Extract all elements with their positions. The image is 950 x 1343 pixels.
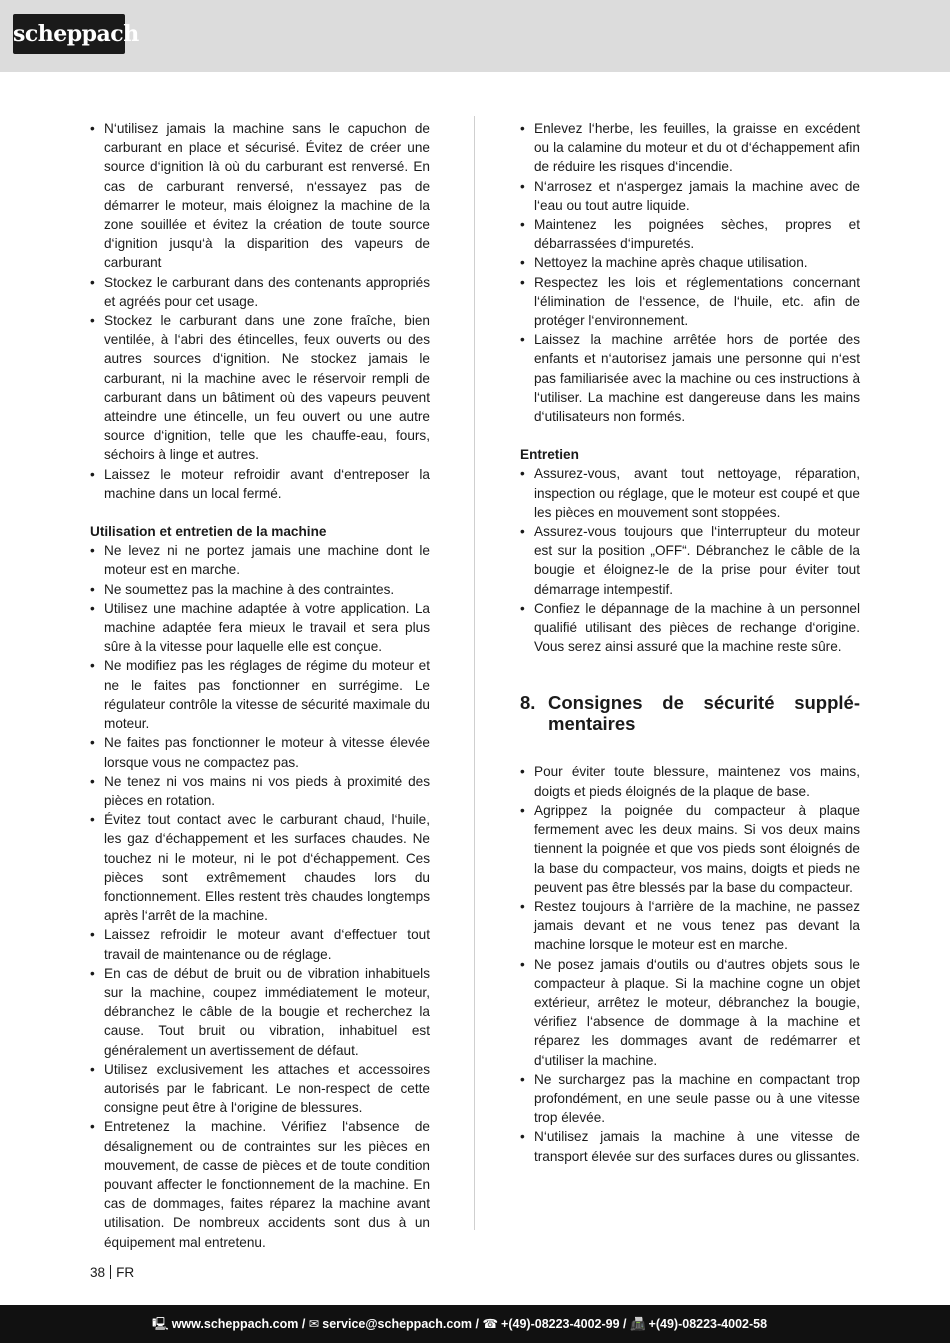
list-item: • Agrippez la poignée du compacteur à plaque fermement avec les deux mains. Si vos deux mains tiennent la poignée et que vos pieds sont éloignés de la base du compacteur, vos mains, doigts et pieds ne peuvent pas être blessés par la base du compacteur. [520, 801, 860, 897]
list-item: • Évitez tout contact avec le carburant chaud, l‘huile, les gaz d‘échappement et les surfaces chaudes. Ne touchez ni le moteur, ni le pot d‘échappement. Ces pièces sont extrêmement chaudes lors du fonctionnement. Elles restent très chaudes longtemps après l‘arrêt de la machine. [90, 810, 430, 925]
list-item: • Laissez le moteur refroidir avant d‘entreposer la machine dans un local fermé. [90, 465, 430, 503]
list-item: • Stockez le carburant dans des contenants appropriés et agréés pour cet usage. [90, 273, 430, 311]
list-item: • Utilisez une machine adaptée à votre application. La machine adaptée fera mieux le travail et sera plus sûre à la vitesse pour laquelle elle est conçue. [90, 599, 430, 657]
section-title-line2: mentaires [548, 713, 636, 735]
section-number: 8. [520, 692, 536, 714]
footer-fax: +(49)-08223-4002-58 [648, 1317, 768, 1331]
right-column [520, 119, 860, 1166]
list-item: • Maintenez les poignées sèches, propres et débarrassées d‘impuretés. [520, 215, 860, 253]
list-item: • Assurez-vous toujours que l‘interrupteur du moteur est sur la position „OFF“. Débranchez le câble de la bougie et éloignez-le de la prise pour éviter tout démarrage intempestif. [520, 522, 860, 599]
page-separator [110, 1265, 111, 1279]
footer-web[interactable]: www.scheppach.com / [171, 1317, 306, 1331]
maintenance-heading: Entretien [520, 447, 579, 463]
footer-contact [152, 1305, 767, 1343]
list-item: • Ne faites pas fonctionner le moteur à vitesse élevée lorsque vous ne compactez pas. [90, 733, 430, 771]
page-number-area [90, 1264, 134, 1282]
list-item: • N‘utilisez jamais la machine sans le capuchon de carburant en place et sécurisé. Évitez de créer une source d‘ignition là où du carburant est renversé. En cas de carburant renversé, n‘essayez pas de démarrer le moteur, mais éloignez la machine de la zone souillée et évitez la création de toute source d‘ignition jusqu‘à la disparition des vapeurs de carburant [90, 119, 430, 273]
column-divider [474, 116, 475, 1230]
fuel-safety-list [90, 119, 430, 503]
list-item: • Ne soumettez pas la machine à des contraintes. [90, 580, 430, 599]
computer-icon: 🖳 [152, 1317, 169, 1331]
list-item: • Respectez les lois et réglementations concernant l‘élimination de l‘essence, de l‘huile, etc. afin de protéger l‘environnement. [520, 273, 860, 331]
list-item: • Enlevez l‘herbe, les feuilles, la graisse en excédent ou la calamine du moteur et du ot d‘échappement afin de réduire les risques d‘incendie. [520, 119, 860, 177]
list-item: • N‘arrosez et n‘aspergez jamais la machine avec de l‘eau ou tout autre liquide. [520, 177, 860, 215]
additional-safety-list [520, 762, 860, 1165]
left-column [90, 119, 430, 1252]
list-item: • Laissez la machine arrêtée hors de portée des enfants et n‘autorisez jamais une personne qui n‘est pas familiarisée avec la machine ou ces instructions à l‘utiliser. La machine est dangereuse dans les mains d‘utilisateurs non formés. [520, 330, 860, 426]
list-item: • Ne modifiez pas les réglages de régime du moteur et ne le faites pas fonctionner en surrégime. Le régulateur contrôle la vitesse de sécurité maximale du moteur. [90, 656, 430, 733]
care-list [520, 119, 860, 426]
list-item: • Restez toujours à l‘arrière de la machine, ne passez jamais devant et ne vous tenez pas devant la machine lorsque le moteur est en marche. [520, 897, 860, 955]
list-item: • Assurez-vous, avant tout nettoyage, réparation, inspection ou réglage, que le moteur est coupé et que les pièces en mouvement sont stoppées. [520, 464, 860, 522]
list-item: • Ne levez ni ne portez jamais une machine dont le moteur est en marche. [90, 541, 430, 579]
header-bar [0, 0, 950, 72]
list-item: • N‘utilisez jamais la machine à une vitesse de transport élevée sur des surfaces dures ou glissantes. [520, 1127, 860, 1165]
list-item: • Stockez le carburant dans une zone fraîche, bien ventilée, à l‘abri des étincelles, feux ouverts ou des autres sources d‘ignition. Ne stockez jamais le carburant, ni la machine avec le réservoir rempli de carburant dans un bâtiment où des vapeurs peuvent atteindre une étincelle, un feu ouvert ou une autre source d‘ignition, telle que les chauffe-eau, fours, séchoirs à linge et autres. [90, 311, 430, 465]
list-item: • Pour éviter toute blessure, maintenez vos mains, doigts et pieds éloignés de la plaque de base. [520, 762, 860, 800]
usage-heading: Utilisation et entretien de la machine [90, 524, 327, 540]
page-language: FR [116, 1265, 135, 1280]
phone-icon: ☎ [482, 1317, 499, 1331]
footer-mail[interactable]: service@scheppach.com / [322, 1317, 479, 1331]
section-heading [520, 692, 860, 734]
usage-list [90, 541, 430, 1252]
footer-bar [0, 1305, 950, 1343]
list-item: • Entretenez la machine. Vérifiez l‘absence de désalignement ou de contraintes sur les pièces en mouvement, de casse de pièces et de toute condition pouvant affecter le fonctionnement de la machine. En cas de dommages, faites réparez la machine avant utilisation. De nombreux accidents sont dus à un équipement mal entretenu. [90, 1117, 430, 1251]
list-item: • Laissez refroidir le moteur avant d‘effectuer tout travail de maintenance ou de réglage. [90, 925, 430, 963]
list-item: • Confiez le dépannage de la machine à un personnel qualifié utilisant des pièces de rechange d‘origine. Vous serez ainsi assuré que la machine reste sûre. [520, 599, 860, 657]
list-item: • Ne surchargez pas la machine en compactant trop profondément, en une seule passe ou à une vitesse trop élevée. [520, 1070, 860, 1128]
section-title-line1: Consignes de sécurité supplé- [548, 692, 860, 714]
mail-icon: ✉ [308, 1317, 320, 1331]
list-item: • Utilisez exclusivement les attaches et accessoires autorisés par le fabricant. Le non-respect de cette consigne peut être à l‘origine de blessures. [90, 1060, 430, 1118]
page-number: 38 [90, 1265, 106, 1280]
footer-phone: +(49)-08223-4002-99 / [501, 1317, 627, 1331]
list-item: • Ne tenez ni vos mains ni vos pieds à proximité des pièces en rotation. [90, 772, 430, 810]
scheppach-logo: scheppach [13, 14, 125, 54]
maintenance-list [520, 464, 860, 656]
list-item: • Ne posez jamais d‘outils ou d‘autres objets sous le compacteur à plaque. Si la machine cogne un objet extérieur, arrêtez le moteur, débranchez la bougie, vérifiez l‘absence de dommage à la machine et réparez les dommages avant de redémarrer et d‘utiliser la machine. [520, 955, 860, 1070]
fax-icon: 📠 [629, 1317, 646, 1331]
list-item: • Nettoyez la machine après chaque utilisation. [520, 253, 860, 272]
list-item: • En cas de début de bruit ou de vibration inhabituels sur la machine, coupez immédiatement le moteur, débranchez le câble de la bougie et recherchez la cause. Tout bruit ou vibration, inhabituel est généralement un avertissement de défaut. [90, 964, 430, 1060]
